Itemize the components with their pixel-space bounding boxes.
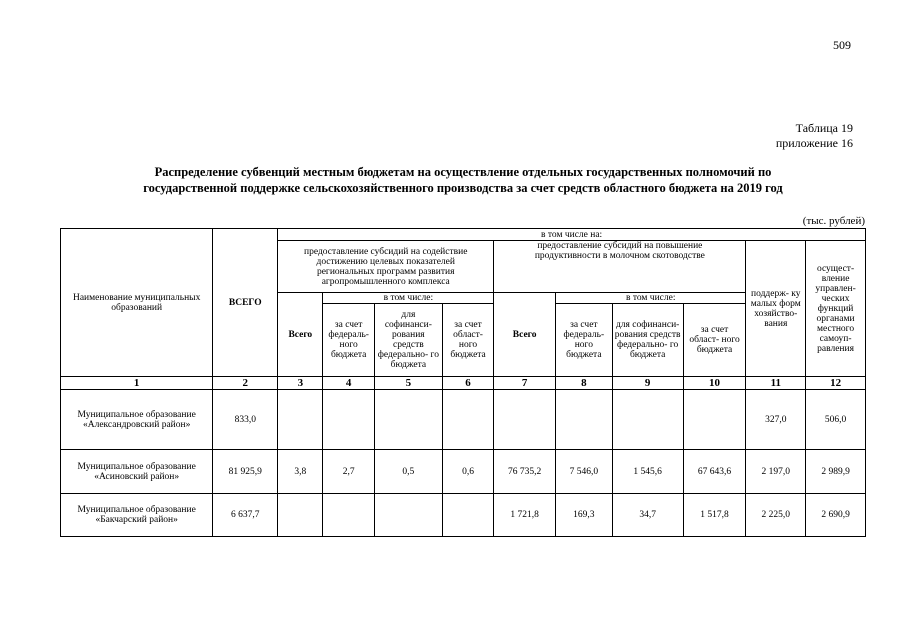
row-value <box>323 494 374 537</box>
subventions-table <box>60 228 866 537</box>
row-value: 7 546,0 <box>556 450 613 494</box>
row-value: 2 989,9 <box>806 450 866 494</box>
row-value <box>494 390 556 450</box>
title-line-2: государственной поддержке сельскохозяйственного производства за счет средств областного бюджета на 2019 год <box>143 181 783 195</box>
header-group-dairy-line-1: предоставление субсидий на повышение <box>537 241 703 251</box>
header-federal-agro: за счет федераль- ного бюджета <box>323 304 374 377</box>
row-value <box>442 494 493 537</box>
document-title <box>60 164 866 196</box>
row-value <box>278 390 323 450</box>
row-value: 3,8 <box>278 450 323 494</box>
row-value <box>442 390 493 450</box>
row-value: 6 637,7 <box>213 494 278 537</box>
column-number: 5 <box>374 377 442 390</box>
column-number: 3 <box>278 377 323 390</box>
row-value: 169,3 <box>556 494 613 537</box>
column-numbers-row <box>61 377 866 390</box>
column-number: 4 <box>323 377 374 390</box>
header-in-that-agro: в том числе: <box>323 293 494 304</box>
row-value: 327,0 <box>746 390 806 450</box>
row-value <box>556 390 613 450</box>
column-number: 1 <box>61 377 213 390</box>
column-number: 6 <box>442 377 493 390</box>
header-cofin-agro: для софинанси- рования средств федерально- го бюджета <box>374 304 442 377</box>
table-row <box>61 450 866 494</box>
row-value <box>374 494 442 537</box>
header-regional-dairy: за счет област- ного бюджета <box>683 304 746 377</box>
header-total-sub-dairy: Всего <box>494 293 556 377</box>
row-value: 76 735,2 <box>494 450 556 494</box>
column-number: 8 <box>556 377 613 390</box>
row-value: 0,5 <box>374 450 442 494</box>
header-federal-dairy: за счет федераль- ного бюджета <box>556 304 613 377</box>
row-value: 2 197,0 <box>746 450 806 494</box>
title-line-1: Распределение субвенций местным бюджетам на осуществление отдельных государственных полномочий по <box>154 165 772 179</box>
table-row <box>61 494 866 537</box>
header-total-sub-agro: Всего <box>278 293 323 377</box>
row-value: 833,0 <box>213 390 278 450</box>
header-mgmt-functions: осущест- вление управлен- ческих функций органами местного самоуп- равления <box>806 241 866 377</box>
row-value <box>374 390 442 450</box>
row-name: Муниципальное образование «Александровский район» <box>61 390 213 450</box>
header-group-agro-line-4: агропромышленного комплекса <box>321 276 450 287</box>
row-value <box>683 390 746 450</box>
column-number: 7 <box>494 377 556 390</box>
row-value: 1 545,6 <box>612 450 683 494</box>
row-value: 2 225,0 <box>746 494 806 537</box>
header-cofin-dairy: для софинанси- рования средств федерально- го бюджета <box>612 304 683 377</box>
header-group-agro <box>278 241 494 293</box>
appendix-label: приложение 16 <box>775 136 853 150</box>
header-group-dairy <box>494 241 746 293</box>
row-value: 81 925,9 <box>213 450 278 494</box>
row-name: Муниципальное образование «Асиновский район» <box>61 450 213 494</box>
header-group-agro-line-3: региональных программ развития <box>316 266 455 277</box>
row-value: 506,0 <box>806 390 866 450</box>
row-value: 67 643,6 <box>683 450 746 494</box>
header-small-forms: поддерж- ку малых форм хозяйство- вания <box>746 241 806 377</box>
header-total: ВСЕГО <box>213 229 278 377</box>
row-value <box>323 390 374 450</box>
row-value: 1 721,8 <box>494 494 556 537</box>
table-row <box>61 390 866 450</box>
column-number: 2 <box>213 377 278 390</box>
header-including: в том числе на: <box>278 229 866 241</box>
header-group-dairy-line-2: продуктивности в молочном скотоводстве <box>534 251 705 261</box>
table-caption <box>776 121 853 151</box>
column-number: 12 <box>806 377 866 390</box>
row-value: 2,7 <box>323 450 374 494</box>
header-group-agro-line-1: предоставление субсидий на содействие <box>304 246 468 257</box>
row-value: 1 517,8 <box>683 494 746 537</box>
units-label: (тыс. рублей) <box>802 215 865 227</box>
row-value <box>278 494 323 537</box>
header-name-col: Наименование муниципальных образований <box>61 229 213 377</box>
row-name: Муниципальное образование «Бакчарский район» <box>61 494 213 537</box>
row-value <box>612 390 683 450</box>
column-number: 11 <box>746 377 806 390</box>
table-label: Таблица 19 <box>795 121 853 135</box>
row-value: 0,6 <box>442 450 493 494</box>
header-group-agro-line-2: достижению целевых показателей <box>316 256 455 267</box>
page-number: 509 <box>833 38 851 52</box>
column-number: 10 <box>683 377 746 390</box>
header-in-that-dairy: в том числе: <box>556 293 746 304</box>
header-regional-agro: за счет област- ного бюджета <box>442 304 493 377</box>
row-value: 2 690,9 <box>806 494 866 537</box>
row-value: 34,7 <box>612 494 683 537</box>
column-number: 9 <box>612 377 683 390</box>
